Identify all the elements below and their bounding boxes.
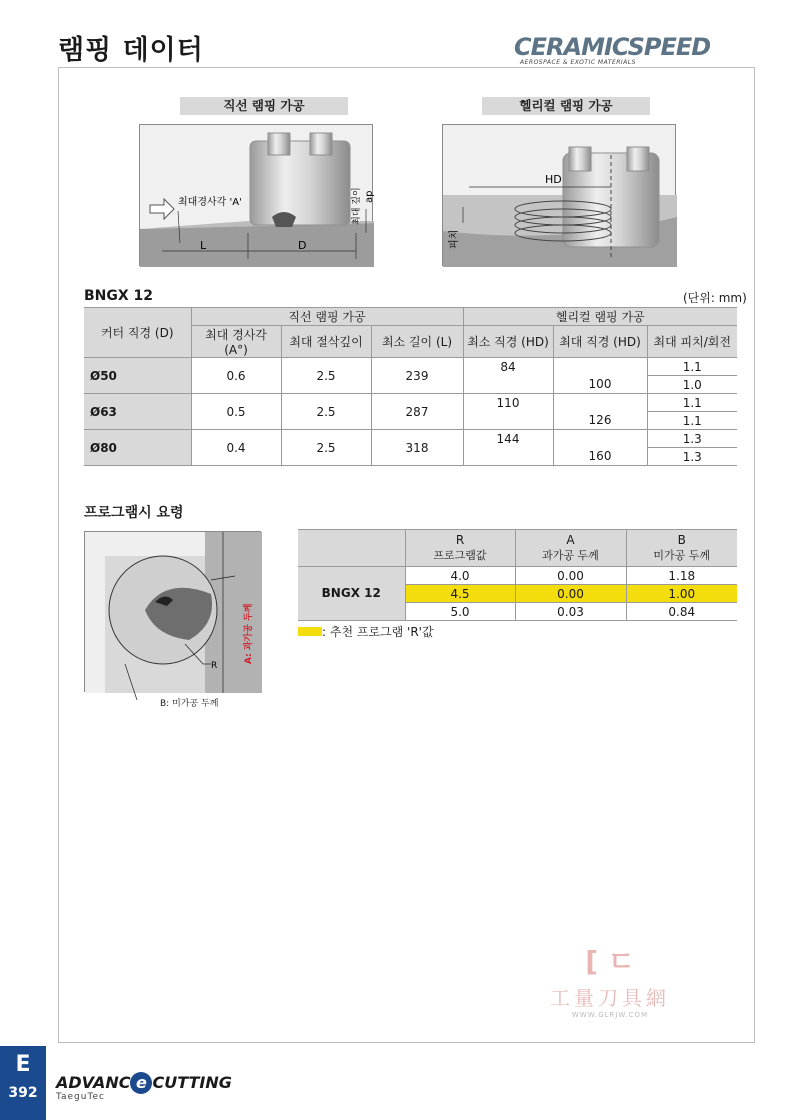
header-a: A 과가공 두께 <box>515 530 626 567</box>
table-header-row <box>84 308 737 326</box>
diameter-d-label: D <box>298 239 307 252</box>
under-cut-label: B: 미가공 두께 <box>160 699 219 709</box>
max-depth-cell: 2.5 <box>281 394 371 430</box>
length-l-label: L <box>200 239 207 252</box>
ceramicspeed-logo <box>510 30 762 68</box>
linear-ramping-figure <box>139 124 373 266</box>
b-value-cell: 0.84 <box>626 603 737 621</box>
max-depth-cell: 2.5 <box>281 358 371 394</box>
header-max-depth: 최대 절삭깊이 <box>281 326 371 358</box>
brand-tagline: AEROSPACE & EXOTIC MATERIALS <box>520 59 636 66</box>
max-hd-cell: 100 <box>553 376 647 394</box>
helical-ramping-drawing <box>443 125 677 267</box>
header-min-length: 최소 길이 (L) <box>371 326 463 358</box>
pitch-cell: 1.3 <box>647 430 737 448</box>
programming-drawing <box>85 532 262 693</box>
hd-label: HD <box>545 173 562 186</box>
pitch-cell: 1.1 <box>647 394 737 412</box>
watermark-text: 工量刀具網 <box>550 986 670 1010</box>
min-hd-cell: 84 <box>463 358 553 376</box>
section-letter: E <box>15 1052 31 1077</box>
b-value-cell: 1.18 <box>626 567 737 585</box>
pitch-cell: 1.1 <box>647 358 737 376</box>
over-cut-label: A: 과가공 두께 <box>244 603 254 664</box>
a-value-cell: 0.00 <box>515 585 626 603</box>
max-hd-cell: 126 <box>553 412 647 430</box>
min-length-cell: 318 <box>371 430 463 466</box>
bngx-table-title: BNGX 12 <box>84 288 154 304</box>
linear-ramping-caption: 직선 램핑 가공 <box>180 97 348 115</box>
watermark-mark: [ ㄷ <box>585 945 635 978</box>
watermark <box>530 940 690 1019</box>
ap-label: ap <box>364 190 375 203</box>
table-row <box>298 567 737 585</box>
header-max-pitch: 최대 피치/회전 <box>647 326 737 358</box>
program-row-label: BNGX 12 <box>298 567 405 621</box>
max-angle-label: 최대경사각 'A' <box>178 197 242 208</box>
max-hd-cell: 160 <box>553 448 647 466</box>
min-hd-cell: 110 <box>463 394 553 412</box>
max-angle-cell: 0.4 <box>191 430 281 466</box>
header-max-hd: 최대 직경 (HD) <box>553 326 647 358</box>
linear-ramping-drawing <box>140 125 374 267</box>
highlight-legend-swatch <box>298 627 322 636</box>
max-angle-cell: 0.6 <box>191 358 281 394</box>
table-row <box>84 394 737 412</box>
max-angle-cell: 0.5 <box>191 394 281 430</box>
programming-title: 프로그램시 요령 <box>84 505 184 521</box>
pitch-label: 피치 <box>449 229 460 249</box>
min-length-cell: 239 <box>371 358 463 394</box>
page-number: 392 <box>8 1085 38 1101</box>
r-value-cell: 5.0 <box>405 603 515 621</box>
brand-logo-text: CERAMICSPEED <box>514 33 711 61</box>
table-row <box>84 358 737 376</box>
program-table-header <box>298 530 737 567</box>
header-cutter-diameter: 커터 직경 (D) <box>84 308 191 358</box>
header-r: R 프로그램값 <box>405 530 515 567</box>
helical-ramping-figure <box>442 124 676 266</box>
page-title: 램핑 데이터 <box>58 35 204 66</box>
cutter-diameter-cell: Ø80 <box>84 430 191 466</box>
header-min-hd: 최소 직경 (HD) <box>463 326 553 358</box>
r-value-cell: 4.0 <box>405 567 515 585</box>
advance-cutting-logo: ADVANC e CUTTING <box>56 1073 232 1092</box>
header-max-angle: 최대 경사각 (A°) <box>191 326 281 358</box>
radius-r-label: R <box>211 661 218 671</box>
ramping-data-table <box>84 307 737 466</box>
pitch-cell: 1.3 <box>647 448 737 466</box>
r-value-cell: 4.5 <box>405 585 515 603</box>
b-value-cell: 1.00 <box>626 585 737 603</box>
section-tab <box>0 1046 46 1120</box>
highlight-legend-text: : 추천 프로그램 'R'값 <box>322 625 434 639</box>
program-value-table <box>298 529 737 621</box>
min-hd-cell: 144 <box>463 430 553 448</box>
header-helical-group: 헬리컬 램핑 가공 <box>463 308 737 326</box>
helical-ramping-caption: 헬리컬 램핑 가공 <box>482 97 650 115</box>
watermark-url: WWW.GLRJW.COM <box>571 1011 649 1019</box>
header-b: B 미가공 두께 <box>626 530 737 567</box>
cutter-diameter-cell: Ø63 <box>84 394 191 430</box>
taegutec-label: TaeguTec <box>56 1092 105 1102</box>
unit-label: (단위: mm) <box>683 291 747 305</box>
table-row <box>84 430 737 448</box>
min-length-cell: 287 <box>371 394 463 430</box>
pitch-cell: 1.0 <box>647 376 737 394</box>
pitch-cell: 1.1 <box>647 412 737 430</box>
max-depth-cell: 2.5 <box>281 430 371 466</box>
max-depth-label: 최대 깊이 <box>352 187 362 225</box>
header-linear-group: 직선 램핑 가공 <box>191 308 463 326</box>
cutter-diameter-cell: Ø50 <box>84 358 191 394</box>
a-value-cell: 0.03 <box>515 603 626 621</box>
a-value-cell: 0.00 <box>515 567 626 585</box>
programming-figure <box>84 531 261 692</box>
